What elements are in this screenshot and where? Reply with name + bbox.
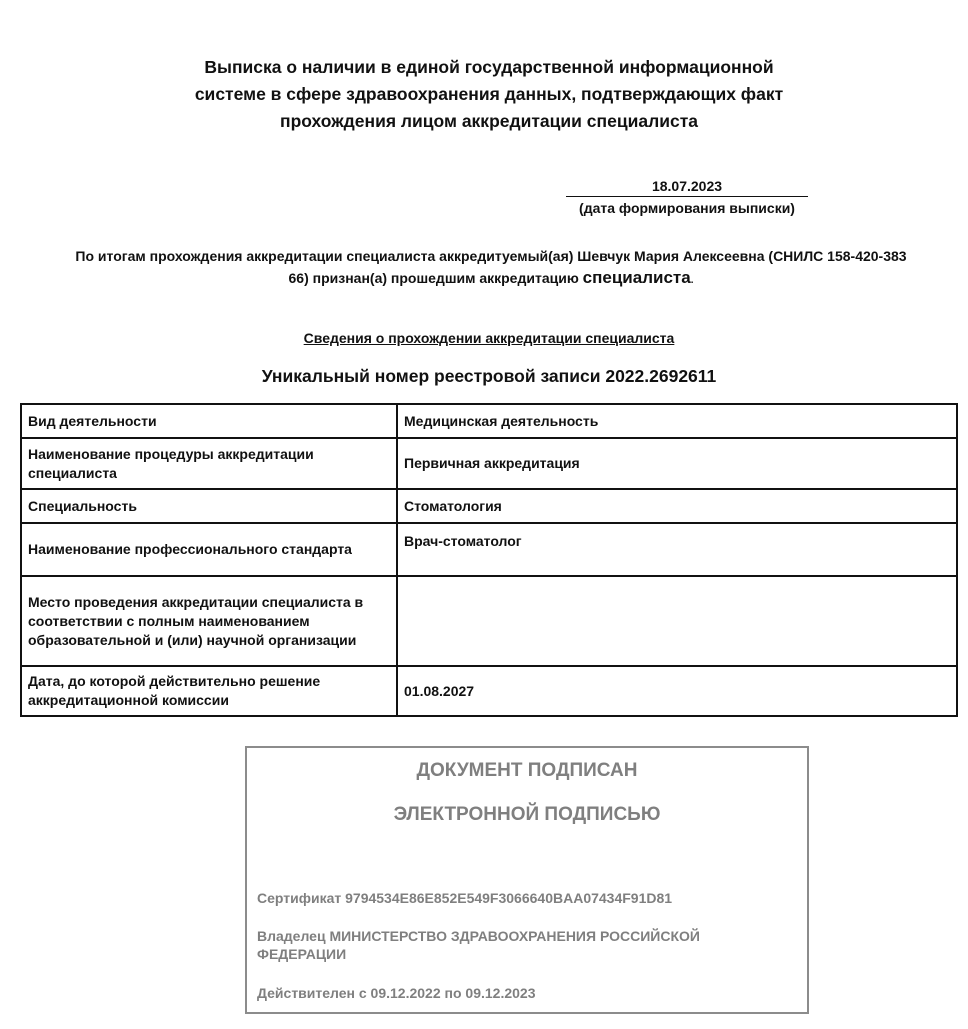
accreditation-info-table [20, 403, 958, 717]
row-value: Стоматология [397, 489, 957, 523]
signature-owner: Владелец МИНИСТЕРСТВО ЗДРАВООХРАНЕНИЯ РОССИЙСКОЙ ФЕДЕРАЦИИ [257, 928, 700, 962]
table-row [21, 489, 957, 523]
title-line-1: Выписка о наличии в единой государственной информационной [204, 57, 774, 77]
result-line-2-start: 66) признан(а) прошедшим аккредитацию [288, 270, 579, 286]
row-label: Наименование процедуры аккредитации специалиста [21, 438, 397, 489]
result-line-1: По итогам прохождения аккредитации специалиста аккредитуемый(ая) Шевчук Мария Алексеевна (СНИЛС 158-420-383 [75, 248, 907, 264]
row-value: Медицинская деятельность [397, 404, 957, 438]
signature-heading-1: ДОКУМЕНТ ПОДПИСАН [416, 760, 638, 781]
signature-heading-2: ЭЛЕКТРОННОЙ ПОДПИСЬЮ [393, 804, 661, 825]
row-label: Вид деятельности [21, 404, 397, 438]
table-row [21, 576, 957, 666]
signature-validity: Действителен с 09.12.2022 по 09.12.2023 [257, 985, 536, 1001]
table-row [21, 438, 957, 489]
registry-number: Уникальный номер реестровой записи 2022.2692611 [261, 366, 717, 386]
result-line-2-end: . [690, 275, 694, 286]
formation-date-block [566, 176, 808, 219]
table-row [21, 523, 957, 576]
formation-date-caption: (дата формирования выписки) [579, 200, 795, 216]
row-value [397, 576, 957, 666]
section-subtitle: Сведения о прохождении аккредитации специалиста [303, 330, 675, 346]
result-line-2-emphasis: специалиста [582, 268, 691, 287]
formation-date: 18.07.2023 [566, 176, 808, 197]
row-label: Дата, до которой действительно решение аккредитационной комиссии [21, 666, 397, 716]
table-row [21, 666, 957, 716]
row-label: Место проведения аккредитации специалиста в соответствии с полным наименованием образовательной и (или) научной организации [21, 576, 397, 666]
signature-certificate: Сертификат 9794534E86E852E549F3066640BAA07434F91D81 [257, 890, 673, 906]
title-line-3: прохождения лицом аккредитации специалиста [280, 111, 698, 131]
row-value: Врач-стоматолог [397, 523, 957, 576]
accreditation-result-text [16, 246, 966, 291]
table-row [21, 404, 957, 438]
electronic-signature-stamp [245, 746, 809, 1014]
row-value: 01.08.2027 [397, 666, 957, 716]
row-label: Специальность [21, 489, 397, 523]
row-value: Первичная аккредитация [397, 438, 957, 489]
row-label: Наименование профессионального стандарта [21, 523, 397, 576]
title-line-2: системе в сфере здравоохранения данных, подтверждающих факт [194, 84, 784, 104]
document-title [0, 54, 968, 135]
result-line-2 [16, 267, 966, 291]
